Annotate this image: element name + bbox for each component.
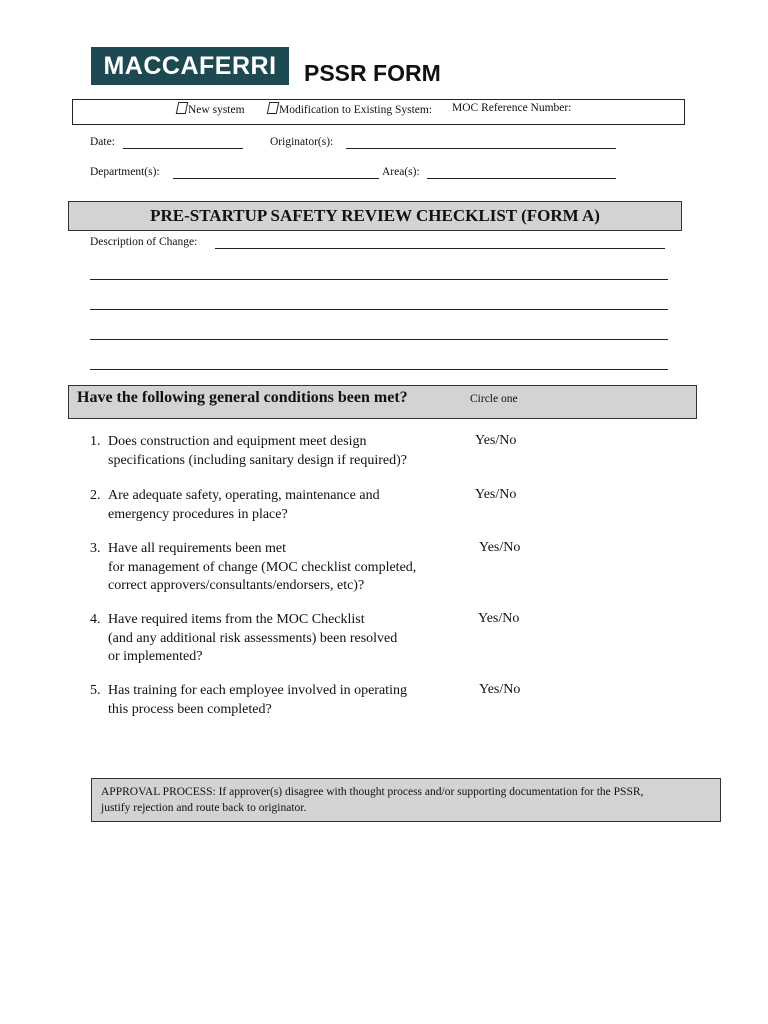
date-field[interactable] bbox=[123, 138, 243, 149]
modification-label: Modification to Existing System: bbox=[279, 104, 433, 116]
new-system-label: New system bbox=[188, 104, 245, 116]
area-field[interactable] bbox=[427, 168, 616, 179]
description-line[interactable] bbox=[90, 279, 668, 280]
question-item bbox=[90, 433, 470, 473]
modification-checkbox[interactable] bbox=[267, 102, 280, 114]
circle-one-label: Circle one bbox=[470, 393, 518, 405]
system-type-box bbox=[72, 99, 685, 125]
approval-process-box bbox=[91, 778, 721, 822]
yes-no-answer[interactable]: Yes/No bbox=[478, 611, 520, 626]
question-text: Are adequate safety, operating, maintenance and emergency procedures in place? bbox=[108, 488, 380, 522]
question-text: Have all requirements been met for management of change (MOC checklist completed, correct approvers/consultants/endorsers, etc)? bbox=[108, 541, 417, 593]
description-label: Description of Change: bbox=[90, 236, 198, 248]
description-line[interactable] bbox=[90, 369, 668, 370]
form-title: PSSR FORM bbox=[304, 60, 441, 86]
approval-text-line: APPROVAL PROCESS: If approver(s) disagree with thought process and/or supporting documentation for the PSSR, bbox=[101, 786, 644, 798]
checklist-title-bar bbox=[68, 201, 682, 231]
question-number: 5. bbox=[90, 683, 101, 698]
company-logo bbox=[91, 47, 289, 85]
originator-label: Originator(s): bbox=[270, 136, 334, 148]
question-text: Does construction and equipment meet design specifications (including sanitary design if required)? bbox=[108, 434, 407, 468]
question-item bbox=[90, 611, 470, 669]
question-number: 2. bbox=[90, 488, 101, 503]
question-number: 3. bbox=[90, 541, 101, 556]
yes-no-answer[interactable]: Yes/No bbox=[479, 682, 521, 697]
department-label: Department(s): bbox=[90, 166, 160, 178]
question-item bbox=[90, 540, 470, 598]
yes-no-answer[interactable]: Yes/No bbox=[479, 540, 521, 555]
checklist-title: PRE-STARTUP SAFETY REVIEW CHECKLIST (FORM A) bbox=[150, 206, 600, 225]
question-item bbox=[90, 682, 470, 722]
approval-text-line: justify rejection and route back to originator. bbox=[101, 802, 307, 814]
general-conditions-bar bbox=[68, 385, 697, 419]
department-field[interactable] bbox=[173, 168, 379, 179]
date-label: Date: bbox=[90, 136, 115, 148]
description-line[interactable] bbox=[90, 309, 668, 310]
question-text: Has training for each employee involved in operating this process been completed? bbox=[108, 683, 407, 717]
description-field[interactable] bbox=[215, 238, 665, 249]
question-item bbox=[90, 487, 470, 527]
new-system-checkbox[interactable] bbox=[176, 102, 189, 114]
modification-option[interactable] bbox=[268, 102, 432, 116]
general-conditions-question: Have the following general conditions been met? bbox=[77, 389, 408, 406]
question-number: 4. bbox=[90, 612, 101, 627]
yes-no-answer[interactable]: Yes/No bbox=[475, 487, 517, 502]
question-text: Have required items from the MOC Checklist (and any additional risk assessments) been resolved or implemented? bbox=[108, 612, 398, 664]
yes-no-answer[interactable]: Yes/No bbox=[475, 433, 517, 448]
description-line[interactable] bbox=[90, 339, 668, 340]
originator-field[interactable] bbox=[346, 138, 616, 149]
question-number: 1. bbox=[90, 434, 101, 449]
new-system-option[interactable] bbox=[177, 102, 245, 116]
area-label: Area(s): bbox=[382, 166, 420, 178]
logo-text: MACCAFERRI bbox=[103, 51, 277, 80]
moc-reference-label: MOC Reference Number: bbox=[452, 102, 572, 114]
